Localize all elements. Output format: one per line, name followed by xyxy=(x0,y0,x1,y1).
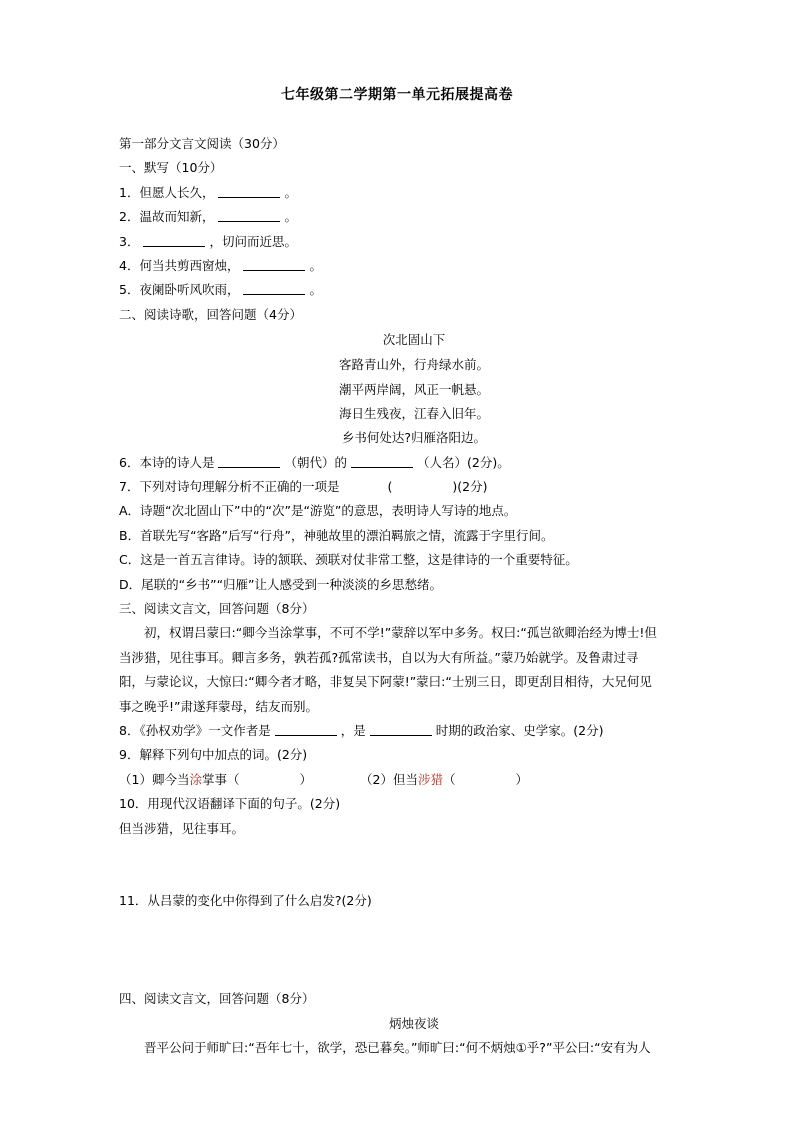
question-8: 8．《孙权劝学》一文作者是 ，是 时期的政治家、史学家。(2分) xyxy=(119,722,604,738)
poem-line: 潮平两岸阔，风正一帆悬。 xyxy=(338,381,489,397)
question-7: 7．下列对诗句理解分析不正确的一项是 ( )(2分) xyxy=(119,479,488,495)
passage-line: 当涉猎，见往事耳。卿言多务，孰若孤?孤常读书，自以为大有所益。”蒙乃始就学。及鲁肃过寻 xyxy=(119,649,639,665)
question-1: 1．但愿人长久， 。 xyxy=(119,184,297,200)
question-10: 10．用现代汉语翻译下面的句子。(2分) xyxy=(119,796,341,812)
question-4: 4．何当共剪西窗烛， 。 xyxy=(119,257,322,273)
poem-title: 次北固山下 xyxy=(382,332,446,348)
answer-space[interactable] xyxy=(119,841,719,889)
passage-line: 事之晚乎!”肃遂拜蒙母，结友而别。 xyxy=(119,698,318,714)
dotted-word: 涂 xyxy=(189,771,202,787)
answer-blank[interactable] xyxy=(218,455,280,468)
poem-line: 乡书何处达?归雁洛阳边。 xyxy=(341,430,487,446)
option-a: A．诗题“次北固山下”中的“次”是“游览”的意思，表明诗人写诗的地点。 xyxy=(119,503,517,519)
translation-sentence: 但当涉猎，见往事耳。 xyxy=(119,820,245,836)
answer-blank[interactable] xyxy=(243,258,305,271)
answer-blank[interactable] xyxy=(275,723,337,736)
question-6: 6．本诗的诗人是 （朝代）的 （人名）(2分)。 xyxy=(119,454,510,470)
section-heading: 一、默写（10分） xyxy=(119,160,223,176)
section-heading: 二、阅读诗歌，回答问题（4分） xyxy=(119,306,302,322)
passage-line: 初，权谓吕蒙曰:“卿今当涂掌事，不可不学!”蒙辞以军中多务。权曰:“孤岂欲卿治经为博士!但 xyxy=(144,625,657,641)
option-d: D．尾联的“乡书”“归雁”让人感受到一种淡淡的乡思愁绪。 xyxy=(119,576,443,592)
option-b: B．首联先写“客路”后写“行舟”，神驰故里的漂泊羁旅之情，流露于字里行间。 xyxy=(119,527,554,543)
question-3: 3． ，切问而近思。 xyxy=(119,233,297,249)
part-heading: 第一部分文言文阅读（30分） xyxy=(119,136,285,151)
dotted-word: 涉猎 xyxy=(417,771,443,787)
answer-blank[interactable] xyxy=(243,282,305,295)
answer-blank[interactable] xyxy=(143,234,205,247)
passage-line: 阳，与蒙论议，大惊曰:“卿今者才略，非复吴下阿蒙!”蒙曰:“士别三日，即更刮目相待，大兄何见 xyxy=(119,674,652,690)
question-9: 9．解释下列句中加点的词。(2分) xyxy=(119,747,308,763)
answer-blank[interactable] xyxy=(370,723,432,736)
passage-line: 晋平公问于师旷曰:“吾年七十，欲学，恐已暮矣。”师旷曰:“何不炳烛①乎?”平公曰:“安有为人 xyxy=(144,1040,651,1056)
passage-title: 炳烛夜谈 xyxy=(388,1015,439,1031)
answer-blank[interactable] xyxy=(218,209,280,222)
question-2: 2．温故而知新， 。 xyxy=(119,209,297,225)
question-11: 11．从吕蒙的变化中你得到了什么启发?(2分) xyxy=(119,892,372,908)
poem-line: 海日生残夜，江春入旧年。 xyxy=(338,405,489,421)
question-5: 5．夜阑卧听风吹雨， 。 xyxy=(119,282,322,298)
answer-space[interactable] xyxy=(119,913,719,987)
question-9-items: （1）卿今当涂掌事（ ） （2）但当涉猎（ ） xyxy=(119,771,528,787)
section-heading: 四、阅读文言文，回答问题（8分） xyxy=(119,991,315,1007)
section-heading: 三、阅读文言文，回答问题（8分） xyxy=(119,601,315,617)
exam-content xyxy=(119,132,719,1061)
option-c: C．这是一首五言律诗。诗的颔联、颈联对仗非常工整，这是律诗的一个重要特征。 xyxy=(119,552,578,568)
poem-line: 客路青山外，行舟绿水前。 xyxy=(338,357,489,373)
page-title: 七年级第二学期第一单元拓展提高卷 xyxy=(281,87,513,103)
answer-blank[interactable] xyxy=(351,455,413,468)
answer-blank[interactable] xyxy=(218,185,280,198)
